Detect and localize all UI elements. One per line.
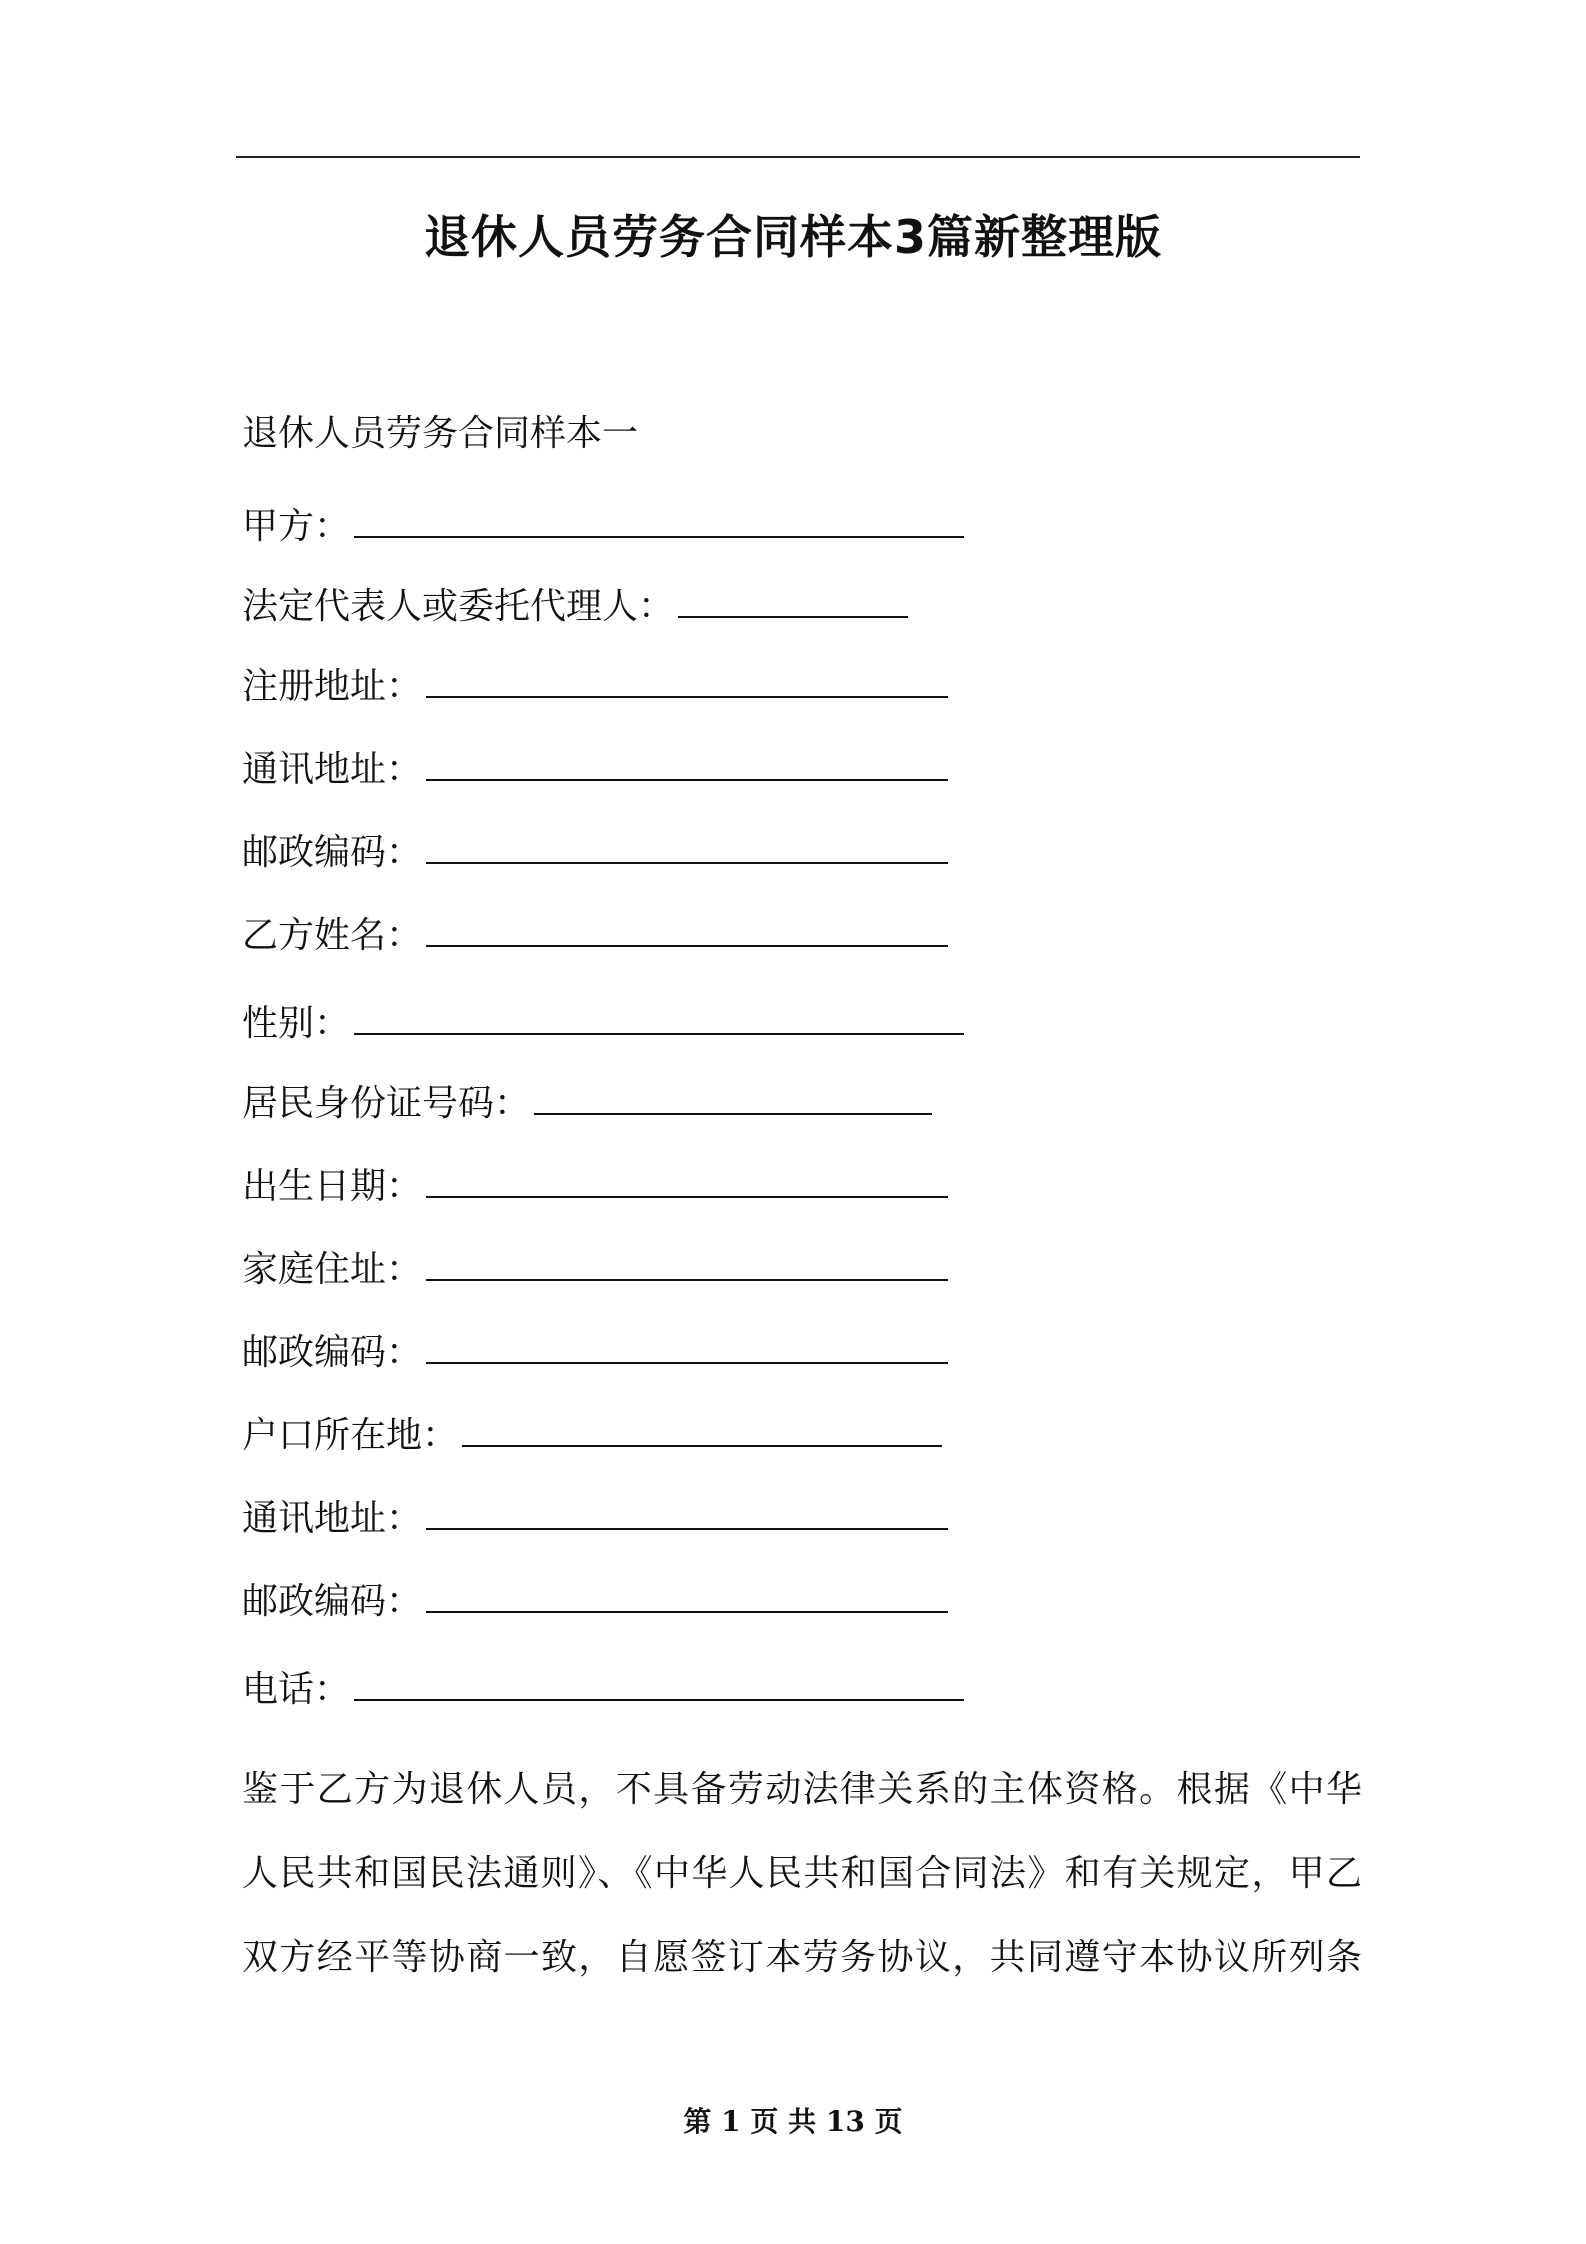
field-label: 居民身份证号码： bbox=[242, 1083, 531, 1124]
field-label: 家庭住址： bbox=[242, 1249, 423, 1290]
fill-in-blank[interactable] bbox=[354, 506, 964, 538]
field-label: 通讯地址： bbox=[242, 1498, 423, 1539]
field-label: 户口所在地： bbox=[242, 1415, 459, 1456]
field-household-registration bbox=[242, 1414, 942, 1457]
header-rule bbox=[236, 156, 1360, 158]
field-label: 出生日期： bbox=[242, 1166, 423, 1207]
field-label: 乙方姓名： bbox=[242, 915, 423, 956]
fill-in-blank[interactable] bbox=[354, 1003, 964, 1035]
fill-in-blank[interactable] bbox=[426, 1332, 948, 1364]
paragraph-line: 双方经平等协商一致，自愿签订本劳务协议，共同遵守本协议所列条 bbox=[242, 1937, 1362, 1978]
field-mailing-address bbox=[242, 748, 948, 791]
field-label: 法定代表人或委托代理人： bbox=[242, 586, 675, 627]
fill-in-blank[interactable] bbox=[426, 666, 948, 698]
section-heading: 退休人员劳务合同样本一 bbox=[242, 413, 639, 454]
field-id-number bbox=[242, 1082, 932, 1125]
field-label: 注册地址： bbox=[242, 666, 423, 707]
fill-in-blank[interactable] bbox=[354, 1669, 964, 1701]
field-registered-address bbox=[242, 665, 948, 708]
field-label: 邮政编码： bbox=[242, 1332, 423, 1373]
fill-in-blank[interactable] bbox=[534, 1083, 932, 1115]
field-label: 邮政编码： bbox=[242, 1581, 423, 1622]
fill-in-blank[interactable] bbox=[426, 832, 948, 864]
page-number-footer: 第 1 页 共 13 页 bbox=[683, 2105, 903, 2138]
field-phone bbox=[242, 1668, 964, 1711]
field-party-b-name bbox=[242, 914, 948, 957]
field-label: 通讯地址： bbox=[242, 749, 423, 790]
fill-in-blank[interactable] bbox=[426, 1166, 948, 1198]
field-home-address bbox=[242, 1248, 948, 1291]
field-label: 电话： bbox=[242, 1669, 351, 1710]
fill-in-blank[interactable] bbox=[426, 915, 948, 947]
fill-in-blank[interactable] bbox=[426, 749, 948, 781]
paragraph-line: 鉴于乙方为退休人员，不具备劳动法律关系的主体资格。根据《中华 bbox=[242, 1769, 1362, 1810]
field-label: 邮政编码： bbox=[242, 832, 423, 873]
document-title: 退休人员劳务合同样本3篇新整理版 bbox=[423, 210, 1162, 264]
fill-in-blank[interactable] bbox=[462, 1415, 942, 1447]
field-postal-code-2 bbox=[242, 1331, 948, 1374]
field-mailing-address-2 bbox=[242, 1497, 948, 1540]
preamble-paragraph bbox=[242, 1748, 1362, 2000]
field-label: 性别： bbox=[242, 1003, 351, 1044]
fill-in-blank[interactable] bbox=[426, 1581, 948, 1613]
field-party-a bbox=[242, 505, 964, 548]
field-postal-code bbox=[242, 831, 948, 874]
fill-in-blank[interactable] bbox=[678, 586, 908, 618]
paragraph-line: 人民共和国民法通则》、《中华人民共和国合同法》和有关规定，甲乙 bbox=[242, 1853, 1362, 1894]
field-birth-date bbox=[242, 1165, 948, 1208]
fill-in-blank[interactable] bbox=[426, 1249, 948, 1281]
field-gender bbox=[242, 1002, 964, 1045]
field-postal-code-3 bbox=[242, 1580, 948, 1623]
field-legal-representative bbox=[242, 585, 908, 628]
fill-in-blank[interactable] bbox=[426, 1498, 948, 1530]
field-label: 甲方： bbox=[242, 506, 351, 547]
